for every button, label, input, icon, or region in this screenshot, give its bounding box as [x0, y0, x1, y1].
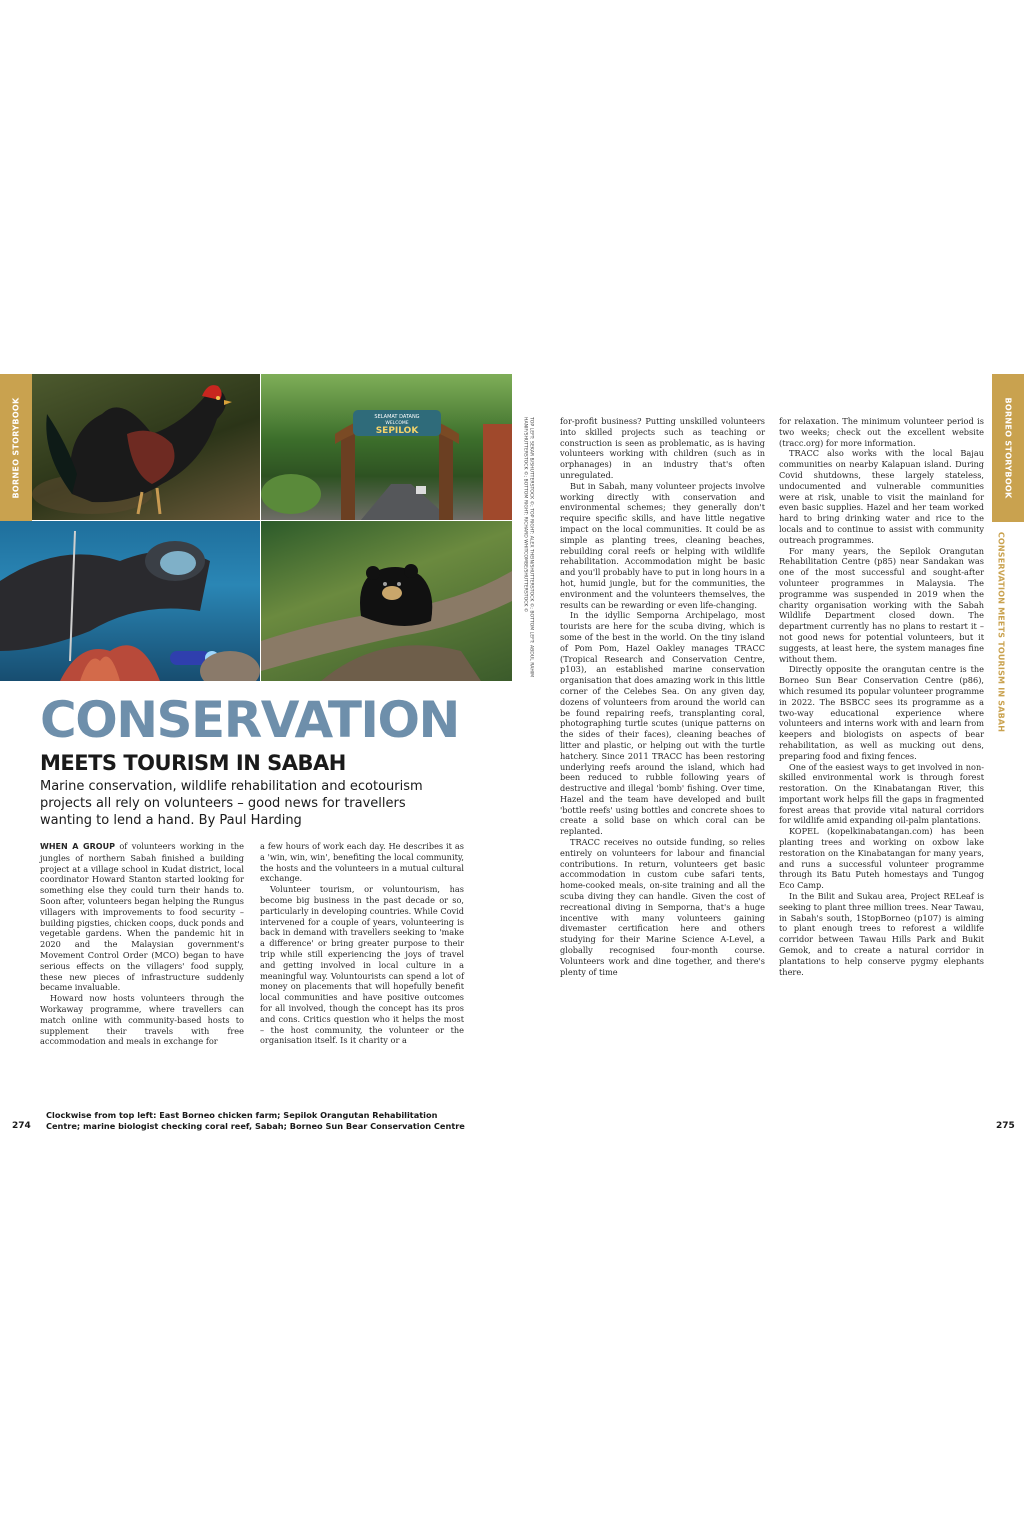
photo-chicken-farm — [32, 374, 260, 520]
body-paragraph: TRACC receives no outside funding, so relies entirely on volunteers for labour and financial contributions. In return, volunteers get basic accommodation in custom cube safari tents, home-cooked meals, on-site training and all the scuba diving they can handle. Given the cost of recreational diving in Semporna, that's a huge incentive with many volunteers gaining divemaster certification here and others studying for their Marine Science A-Level, a globally recognised four-month course. Volunteers work and dine together, and there's plenty of time — [560, 837, 765, 977]
sepilok-gate-illustration — [261, 374, 512, 520]
body-paragraph: a few hours of work each day. He describes it as a 'win, win, win', benefiting the local community, the hosts and the volunteers in a mutual cultural exchange. — [260, 841, 464, 884]
article-subheadline: MEETS TOURISM IN SABAH — [40, 751, 346, 775]
section-tab-right — [992, 374, 1024, 522]
section-tab-label: BORNEO STORYBOOK — [11, 397, 21, 499]
body-paragraph: Volunteer tourism, or voluntourism, has become big business in the past decade or so, particularly in developing countries. While Covid intervened for a couple of years, volunteering is back in demand with travellers seeking to 'make a difference' or bring greater purpose to their trip while still experiencing the joys of travel and getting involved in local culture in a meaningful way. Voluntourists can spend a lot of money on placements that will hopefully benefit local communities and have positive outcomes for all involved, though the concept has its pros and cons. Critics question who it helps the most – the host community, the volunteer or the organisation itself. Is it charity or a — [260, 884, 464, 1046]
sign-text-line1: SELAMAT DATANG — [374, 414, 420, 420]
running-head — [990, 532, 1012, 732]
section-tab-left — [0, 374, 32, 522]
running-head-text: CONSERVATION MEETS TOURISM IN SABAH — [996, 531, 1006, 733]
diver-illustration — [0, 521, 260, 681]
rooster-illustration — [32, 374, 260, 520]
body-column-3 — [560, 416, 765, 977]
photo-sun-bear-centre — [261, 521, 512, 681]
body-text: of volunteers working in the jungles of northern Sabah finished a building project at a village school in Kudat district, local coordinator Howard Stanton started looking for something else they could turn their hands to. Soon after, volunteers began helping the Rungus villagers with improvements to food security – building pigsties, chicken coops, duck ponds and vegetable gardens. When the pandemic hit in 2020 and the Malaysian government's Movement Control Order (MCO) began to have serious effects on the villagers' food supply, these new pieces of infrastructure suddenly became invaluable. — [40, 841, 244, 993]
body-paragraph: But in Sabah, many volunteer projects involve working directly with conservation and environmental schemes; they generally don't require specific skills, and have little negative impact on the local communities. It could be as simple as planting trees, cleaning beaches, rebuilding coral reefs or helping with wildlife rehabilitation. Accommodation might be basic and you'll probably have to put in long hours in a hot, humid jungle, but for the communities, the environment and the volunteers themselves, the results can be rewarding or even life-changing. — [560, 480, 765, 610]
photo-credits-text: TOP LEFT: SEKAR B/SHUTTERSTOCK ©; TOP RIGHT: ALEX THEIN/SHUTTERSTOCK ©; BOTTOM LEFT: ABDUL RAHIM HANIF/SHUTTERSTOCK ©; BOTTOM RIGHT: RICHARD WHITCOMBE/SHUTTERSTOCK © — [523, 417, 534, 678]
body-paragraph: for relaxation. The minimum volunteer period is two weeks; check out the excellent website (tracc.org) for more information. — [779, 416, 984, 448]
sun-bear-illustration — [261, 521, 512, 681]
body-paragraph — [40, 841, 244, 993]
body-paragraph: In the idyllic Semporna Archipelago, most tourists are here for the scuba diving, which is some of the best in the world. On the tiny island of Pom Pom, Hazel Oakley manages TRACC (Tropical Research and Conservation Centre, p103), an established marine conservation organisation that does amazing work in this little corner of the Celebes Sea. On any given day, dozens of volunteers from around the world can be found repairing reefs, transplanting coral, photographing turtle scutes (unique patterns on the sides of their faces), cleaning beaches of litter and plastic, or helping out with the turtle hatchery. Since 2011 TRACC has been restoring underlying reefs around the island, which had been reduced to rubble following years of destructive and illegal 'bomb' fishing. Over time, Hazel and the team have developed and built 'bottle reefs' using bottles and concrete shoes to create a solid base on which coral can be replanted. — [560, 610, 765, 837]
photo-credits — [516, 412, 540, 712]
body-paragraph: Directly opposite the orangutan centre is the Borneo Sun Bear Conservation Centre (p86), which resumed its popular volunteer programme in 2022. The BSBCC sees its programme as a two-way educational experience where volunteers and interns work with and learn from keepers and biologists on aspects of bear rehabilitation, as well as mucking out dens, preparing food and fixing fences. — [779, 664, 984, 761]
body-column-2 — [260, 841, 464, 1046]
body-column-4 — [779, 416, 984, 977]
body-paragraph: Howard now hosts volunteers through the Workaway programme, where travellers can match online with community-based hosts to supplement their travels with free accommodation and meals in exchange for — [40, 993, 244, 1047]
body-paragraph: In the Bilit and Sukau area, Project RELeaf is seeking to plant three million trees. Near Tawau, in Sabah's south, 1StopBorneo (p107) is aiming to plant enough trees to reforest a wildlife corridor between Tawau Hills Park and Bukit Gemok, and to create a natural corridor in plantations to help conserve pygmy elephants there. — [779, 891, 984, 977]
body-paragraph: One of the easiest ways to get involved in non-skilled environmental work is through forest restoration. On the Kinabatangan River, this important work helps fill the gaps in fragmented forest areas that provide vital natural corridors for wildlife amid expanding oil-palm plantations. — [779, 761, 984, 826]
photo-sepilok-centre — [261, 374, 512, 520]
body-column-1 — [40, 841, 244, 1047]
sign-text-line3: SEPILOK — [375, 426, 419, 436]
sign-text-line2: WELCOME — [385, 421, 409, 426]
body-paragraph: TRACC also works with the local Bajau communities on nearby Kalapuan island. During Covid shutdowns, these largely stateless, undocumented and vulnerable communities were at risk, unable to visit the mainland for even basic supplies. Hazel and her team worked hard to bring drinking water and rice to the locals and to continue to assist with community outreach programmes. — [779, 448, 984, 545]
section-tab-label: BORNEO STORYBOOK — [1003, 397, 1013, 499]
body-paragraph: For many years, the Sepilok Orangutan Rehabilitation Centre (p85) near Sandakan was one of the most successful and sought-after volunteer programmes in Malaysia. The programme was suspended in 2019 when the charity organisation working with the Sabah Wildlife Department closed down. The department currently has no plans to restart it – not good news for potential volunteers, but it suggests, at least here, the system manages fine without them. — [779, 545, 984, 664]
page-number-right: 275 — [996, 1121, 1015, 1131]
page-number-left: 274 — [12, 1121, 31, 1131]
lead-in: WHEN A GROUP — [40, 842, 115, 851]
article-headline: CONSERVATION — [40, 691, 459, 749]
photo-marine-biologist — [0, 521, 260, 681]
photo-caption: Clockwise from top left: East Borneo chicken farm; Sepilok Orangutan Rehabilitation Centre; marine biologist checking coral reef, Sabah; Borneo Sun Bear Conservation Centre — [46, 1110, 465, 1131]
body-paragraph: for-profit business? Putting unskilled volunteers into skilled projects such as teaching or construction is seen as problematic, as is having volunteers working with children (such as in orphanages) in an industry that's often unregulated. — [560, 416, 765, 480]
article-standfirst: Marine conservation, wildlife rehabilitation and ecotourism projects all rely on volunteers – good news for travellers wanting to lend a hand. By Paul Harding — [40, 779, 423, 828]
body-paragraph: KOPEL (kopelkinabatangan.com) has been planting trees and working on oxbow lake restoration on the Kinabatangan for many years, and runs a successful volunteer programme through its Batu Puteh homestays and Tungog Eco Camp. — [779, 826, 984, 891]
